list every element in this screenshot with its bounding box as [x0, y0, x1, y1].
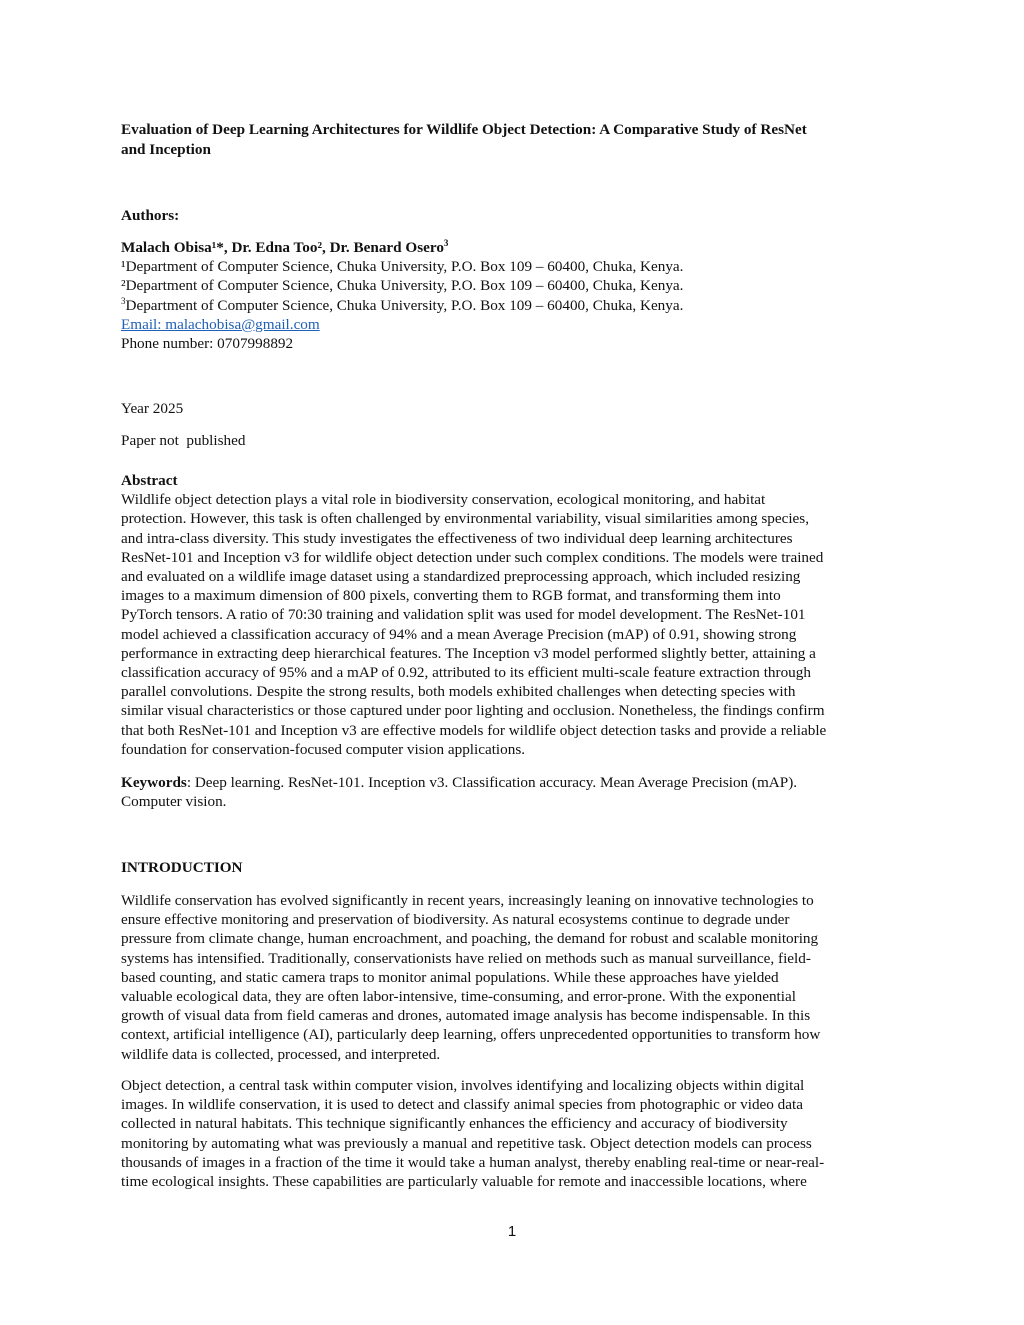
paragraph-line: thousands of images in a fraction of the time it would take a human analyst, thereby enabling real-time or near-real- — [121, 1153, 825, 1171]
paragraph-line: valuable ecological data, they are often labor-intensive, time-consuming, and error-prone. With the exponential — [121, 988, 796, 1006]
introduction-paragraph — [121, 1076, 901, 1191]
keywords-label: Keywords — [121, 774, 187, 791]
abstract-line: parallel convolutions. Despite the strong results, both models exhibited challenges when detecting species with — [121, 683, 796, 701]
abstract-line: and intra-class diversity. This study investigates the effectiveness of two individual deep learning architectures — [121, 529, 793, 547]
email-link[interactable]: Email: malachobisa@gmail.com — [121, 315, 320, 333]
author-name: Dr. Benard Osero — [329, 239, 444, 256]
abstract-line: classification accuracy of 95% and a mAP of 0.92, attributed to its efficient multi-scale feature extraction through — [121, 664, 811, 682]
affiliation — [121, 276, 901, 295]
author-name: Dr. Edna Too — [231, 239, 318, 256]
paragraph-line: collected in natural habitats. This technique significantly enhances the efficiency and accuracy of biodiversity — [121, 1115, 788, 1133]
publication-year: Year 2025 — [121, 400, 184, 417]
paragraph-line: based counting, and static camera traps to monitor animal populations. While these approaches have yielded — [121, 968, 779, 986]
abstract-line: images to a maximum dimension of 800 pixels, converting them to RGB format, and transforming them into — [121, 587, 781, 605]
author-separator: , — [223, 239, 232, 256]
paragraph-line: time ecological insights. These capabilities are particularly valuable for remote and inaccessible locations, where — [121, 1173, 807, 1191]
abstract-line: performance in extracting deep hierarchical features. The Inception v3 model performed slightly better, attaining a — [121, 644, 816, 662]
publication-status: Paper not published — [121, 432, 246, 449]
affiliation-mark: ² — [121, 277, 126, 295]
abstract-line: model achieved a classification accuracy of 94% and a mean Average Precision (mAP) of 0.91, showing strong — [121, 625, 797, 643]
abstract-section — [121, 471, 901, 759]
keywords-line — [121, 773, 901, 792]
affiliation-mark: 3 — [121, 295, 126, 306]
affiliation — [121, 257, 901, 276]
paper-title — [121, 120, 901, 160]
author-mark: ² — [317, 239, 322, 256]
abstract-line: protection. However, this task is often challenged by environmental variability, visual similarities among species, — [121, 510, 809, 528]
author-mark: ¹* — [211, 239, 224, 256]
authors-heading: Authors: — [121, 207, 180, 224]
email-line — [121, 315, 901, 334]
paragraph-line: ensure effective monitoring and preservation of biodiversity. As natural ecosystems continue to degrade under — [121, 911, 790, 929]
paragraph-line: context, artificial intelligence (AI), particularly deep learning, offers unprecedented opportunities to transform how — [121, 1026, 821, 1044]
introduction-paragraph — [121, 891, 901, 1064]
author-names — [121, 238, 901, 257]
author-mark: 3 — [443, 237, 449, 248]
paragraph-line: monitoring by automating what was previously a manual and repetitive task. Object detection models can process — [121, 1134, 812, 1152]
abstract-line: that both ResNet-101 and Inception v3 are effective models for wildlife object detection tasks and provide a reliable — [121, 721, 827, 739]
abstract-heading: Abstract — [121, 472, 178, 489]
affiliation — [121, 296, 901, 315]
paragraph-line: Object detection, a central task within computer vision, involves identifying and localizing objects within digital — [121, 1077, 805, 1094]
abstract-line: Wildlife object detection plays a vital role in biodiversity conservation, ecological monitoring, and habitat — [121, 491, 766, 509]
introduction-heading: INTRODUCTION — [121, 859, 243, 876]
affiliation-text: Department of Computer Science, Chuka University, P.O. Box 109 – 60400, Chuka, Kenya. — [125, 277, 684, 295]
keywords-text: : Deep learning. ResNet-101. Inception v3. Classification accuracy. Mean Average Precision (mAP). — [186, 774, 798, 791]
abstract-line: similar visual characteristics or those captured under poor lighting and occlusion. Nonetheless, the findings confirm — [121, 702, 825, 720]
affiliation-text: Department of Computer Science, Chuka University, P.O. Box 109 – 60400, Chuka, Kenya. — [125, 258, 684, 276]
paragraph-line: growth of visual data from field cameras and drones, automated image analysis has become indispensable. In this — [121, 1007, 811, 1025]
abstract-line: and evaluated on a wildlife image dataset using a standardized preprocessing approach, which included resizing — [121, 568, 801, 586]
affiliation-text: Department of Computer Science, Chuka University, P.O. Box 109 – 60400, Chuka, Kenya. — [125, 296, 684, 314]
abstract-line: foundation for conservation-focused computer vision applications. — [121, 740, 526, 758]
paragraph-line: Wildlife conservation has evolved significantly in recent years, increasingly leaning on innovative technologies to — [121, 892, 814, 909]
page-number: 1 — [507, 1223, 517, 1240]
author-separator: , — [322, 239, 330, 256]
paragraph-line: systems has intensified. Traditionally, conservationists have relied on methods such as manual surveillance, field- — [121, 949, 811, 967]
phone-line: Phone number: 0707998892 — [121, 335, 294, 353]
title-line: Evaluation of Deep Learning Architectures for Wildlife Object Detection: A Comparative Study of ResNet — [121, 121, 807, 138]
keywords-line: Computer vision. — [121, 793, 227, 811]
paragraph-line: images. In wildlife conservation, it is used to detect and classify animal species from photographic or video data — [121, 1096, 803, 1114]
author-name: Malach Obisa — [121, 239, 212, 256]
abstract-line: ResNet-101 and Inception v3 for wildlife object detection under such complex conditions. The models were trained — [121, 548, 824, 566]
author-block — [121, 238, 901, 353]
title-line: and Inception — [121, 141, 211, 158]
paragraph-line: pressure from climate change, human encroachment, and poaching, the demand for robust and scalable monitoring — [121, 930, 819, 948]
affiliation-mark: ¹ — [121, 258, 126, 276]
paragraph-line: wildlife data is collected, processed, and interpreted. — [121, 1045, 441, 1063]
abstract-line: PyTorch tensors. A ratio of 70:30 training and validation split was used for model development. The ResNet-101 — [121, 606, 806, 624]
keywords-section — [121, 773, 901, 811]
